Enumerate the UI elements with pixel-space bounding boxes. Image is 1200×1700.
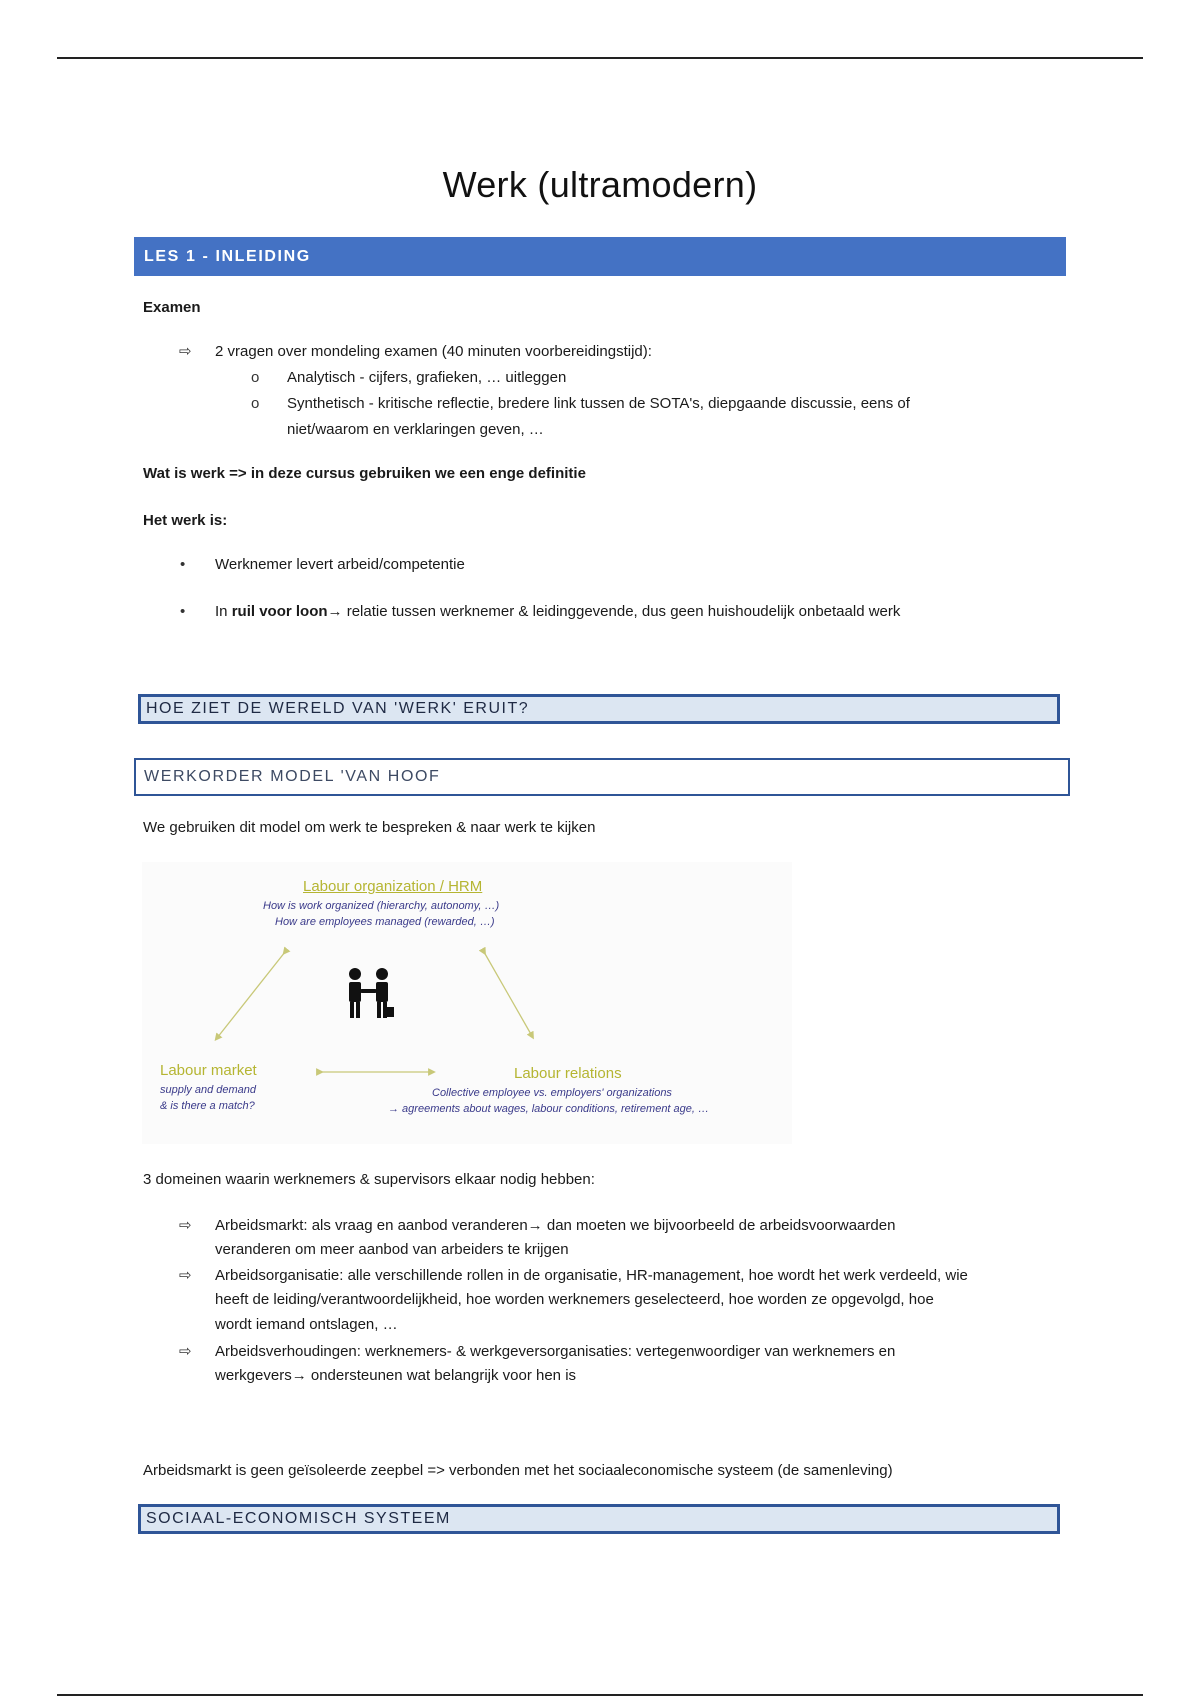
diagram-right-title: Labour relations	[514, 1065, 622, 1082]
het-werk-is: Het werk is:	[143, 512, 228, 529]
heading-wereld-van-werk: HOE ZIET DE WERELD VAN 'WERK' ERUIT?	[138, 694, 1060, 724]
diagram-left-title: Labour market	[160, 1062, 257, 1079]
heading-werkorder-model: WERKORDER MODEL 'VAN HOOF	[134, 758, 1070, 796]
exam-item: 2 vragen over mondeling examen (40 minuten voorbereidingstijd):	[215, 343, 652, 360]
document-title: Werk (ultramodern)	[442, 164, 758, 205]
dot-bullet-icon: •	[180, 556, 186, 573]
closing-statement: Arbeidsmarkt is geen geïsoleerde zeepbel => verbonden met het sociaaleconomische systeem (de samenleving)	[143, 1462, 893, 1479]
diagram-left-sub2: & is there a match?	[160, 1100, 255, 1112]
top-rule	[57, 57, 1143, 59]
examen-label: Examen	[143, 299, 201, 316]
werkorder-diagram	[142, 862, 792, 1144]
domain-arbeidsorganisatie-line1: Arbeidsorganisatie: alle verschillende rollen in de organisatie, HR-management, hoe wordt het werk verdeeld, wie	[215, 1267, 968, 1284]
bottom-rule	[57, 1694, 1143, 1696]
heading-les1: LES 1 - INLEIDING	[134, 237, 1066, 276]
diagram-top-sub2: How are employees managed (rewarded, …)	[275, 916, 495, 928]
domain-arbeidsmarkt-line1: Arbeidsmarkt: als vraag en aanbod veranderen→ dan moeten we bijvoorbeeld de arbeidsvoorwaarden	[215, 1217, 896, 1234]
arrow-org-to-relations	[484, 952, 532, 1036]
sub-item-synthetisch-cont: niet/waarom en verklaringen geven, …	[287, 421, 544, 438]
diagram-right-sub2: → agreements about wages, labour conditions, retirement age, …	[388, 1103, 710, 1115]
diagram-top-title: Labour organization / HRM	[303, 878, 483, 895]
heading-sociaal-economisch: SOCIAAL-ECONOMISCH SYSTEEM	[138, 1504, 1060, 1534]
sub-item-analytisch: Analytisch - cijfers, grafieken, … uitleggen	[287, 369, 567, 386]
arrow-bullet-icon: ⇨	[179, 343, 192, 360]
dot-bullet-icon: •	[180, 603, 186, 620]
domains-intro: 3 domeinen waarin werknemers & supervisors elkaar nodig hebben:	[143, 1171, 595, 1188]
circle-bullet-icon: o	[251, 395, 260, 412]
diagram-right-sub1: Collective employee vs. employers' organizations	[432, 1087, 672, 1099]
domain-arbeidsverhoudingen-line2: werkgevers→ ondersteunen wat belangrijk voor hen is	[215, 1367, 577, 1384]
domain-arbeidsorganisatie-line2: heeft de leiding/verantwoordelijkheid, hoe worden werknemers geselecteerd, hoe worden ze opgevolgd, hoe	[215, 1291, 934, 1308]
domain-arbeidsmarkt-line2: veranderen om meer aanbod van arbeiders te krijgen	[215, 1241, 569, 1258]
arrow-bullet-icon: ⇨	[179, 1217, 192, 1234]
diagram-top-sub1: How is work organized (hierarchy, autonomy, …)	[263, 900, 500, 912]
model-intro: We gebruiken dit model om werk te bespreken & naar werk te kijken	[143, 819, 596, 836]
circle-bullet-icon: o	[251, 369, 260, 386]
domain-arbeidsverhoudingen-line1: Arbeidsverhoudingen: werknemers- & werkgeversorganisaties: vertegenwoordiger van werknemers en	[215, 1343, 896, 1360]
domain-arbeidsorganisatie-line3: wordt iemand ontslagen, …	[215, 1316, 398, 1333]
bullet-werknemer: Werknemer levert arbeid/competentie	[215, 556, 465, 573]
sub-item-synthetisch: Synthetisch - kritische reflectie, bredere link tussen de SOTA's, diepgaande discussie, eens of	[287, 395, 910, 412]
bullet-ruil-voor-loon: In ruil voor loon→ relatie tussen werknemer & leidinggevende, dus geen huishoudelijk onbetaald werk	[215, 603, 901, 620]
wat-is-werk: Wat is werk => in deze cursus gebruiken we een enge definitie	[143, 465, 586, 482]
arrow-bullet-icon: ⇨	[179, 1267, 192, 1284]
diagram-left-sub1: supply and demand	[160, 1084, 257, 1096]
handshake-icon	[349, 968, 394, 1018]
arrow-bullet-icon: ⇨	[179, 1343, 192, 1360]
arrow-org-to-market	[217, 952, 285, 1038]
